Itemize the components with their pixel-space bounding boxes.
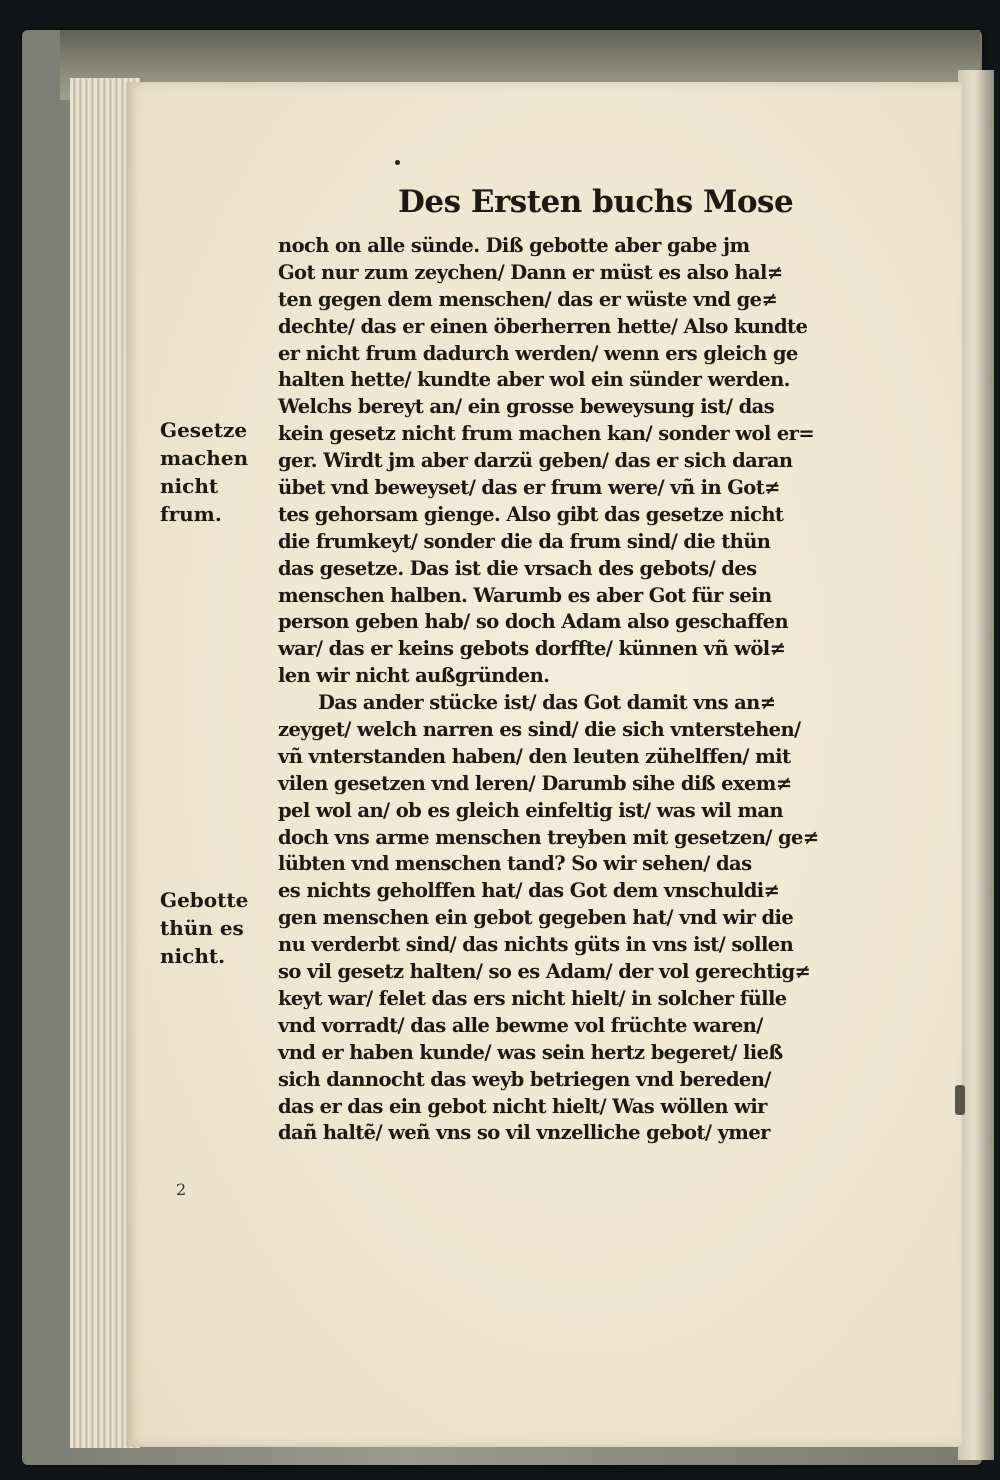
text-line: Das ander stücke ist/ das Got damit vns an≠ [318,691,776,715]
text-line: kein gesetz nicht frum machen kan/ sonder wol er= [278,422,815,446]
text-line: übet vnd beweyset/ das er frum were/ vñ in Got≠ [278,476,780,500]
text-line: das er das ein gebot nicht hielt/ Was wöllen wir [278,1094,767,1118]
text-line: keyt war/ felet das ers nicht hielt/ in solcher fülle [278,986,787,1010]
text-line: len wir nicht außgründen. [278,664,550,688]
margin-note-line: nicht [160,474,219,498]
text-line: vñ vnterstanden haben/ den leuten zühelffen/ mit [278,744,791,768]
margin-note-line: thün es [160,916,244,940]
running-head: Des Ersten buchs Mose [398,184,794,220]
margin-note-line: Gesetze [160,418,248,442]
text-line: doch vns arme menschen treyben mit gesetzen/ ge≠ [278,825,819,849]
text-line: es nichts geholffen hat/ das Got dem vnschuldi≠ [278,879,780,903]
text-line: gen menschen ein gebot gegeben hat/ vnd wir die [278,906,794,930]
margin-note [160,416,270,528]
margin-note-line: nicht. [160,944,226,968]
text-line: halten hette/ kundte aber wol ein sünder werden. [278,368,790,392]
text-line: das gesetze. Das ist die vrsach des gebots/ des [278,556,757,580]
facing-page-edge [958,70,994,1460]
text-line: vilen gesetzen vnd leren/ Darumb sihe diß exem≠ [278,771,792,795]
text-line: dañ haltẽ/ weñ vns so vil vnzelliche gebot/ ymer [278,1121,770,1145]
text-line: nu verderbt sind/ das nichts güts in vns ist/ sollen [278,933,794,957]
folio-mark: 2 [176,1180,187,1199]
text-line: Welchs bereyt an/ ein grosse beweysung ist/ das [278,395,775,419]
margin-note [160,886,270,970]
text-line: zeyget/ welch narren es sind/ die sich vnterstehen/ [278,718,801,742]
text-line: dechte/ das er einen öberherren hette/ Also kundte [278,314,808,338]
text-line: pel wol an/ ob es gleich einfeltig ist/ was wil man [278,798,784,822]
text-line: ger. Wirdt jm aber darzü geben/ das er sich daran [278,449,793,473]
margin-note-line: machen [160,446,249,470]
text-line: so vil gesetz halten/ so es Adam/ der vol gerechtig≠ [278,960,811,984]
text-line: tes gehorsam gienge. Also gibt das gesetze nicht [278,502,784,526]
text-line: vnd vorradt/ das alle bewme vol früchte waren/ [278,1013,763,1037]
text-line: vnd er haben kunde/ was sein hertz begeret/ ließ [278,1040,783,1064]
ink-dot [395,160,400,165]
margin-note-line: frum. [160,502,222,526]
text-line: lübten vnd menschen tand? So wir sehen/ das [278,852,752,876]
text-line: noch on alle sünde. Diß gebotte aber gabe jm [278,234,750,257]
margin-note-line: Gebotte [160,888,249,912]
text-line: ten gegen dem menschen/ das er wüste vnd ge≠ [278,287,778,311]
text-line: menschen halben. Warumb es aber Got für sein [278,583,772,607]
text-line: Got nur zum zeychen/ Dann er müst es also hal≠ [278,260,783,284]
text-line: sich dannocht das weyb betriegen vnd bereden/ [278,1067,771,1091]
text-line: die frumkeyt/ sonder die da frum sind/ die thün [278,529,771,553]
text-line: er nicht frum dadurch werden/ wenn ers gleich ge [278,341,798,365]
text-line: person geben hab/ so doch Adam also geschaffen [278,610,789,634]
book-clasp [955,1085,965,1115]
text-line: war/ das er keins gebots dorffte/ künnen vñ wöl≠ [278,637,786,661]
body-text [278,233,878,1147]
